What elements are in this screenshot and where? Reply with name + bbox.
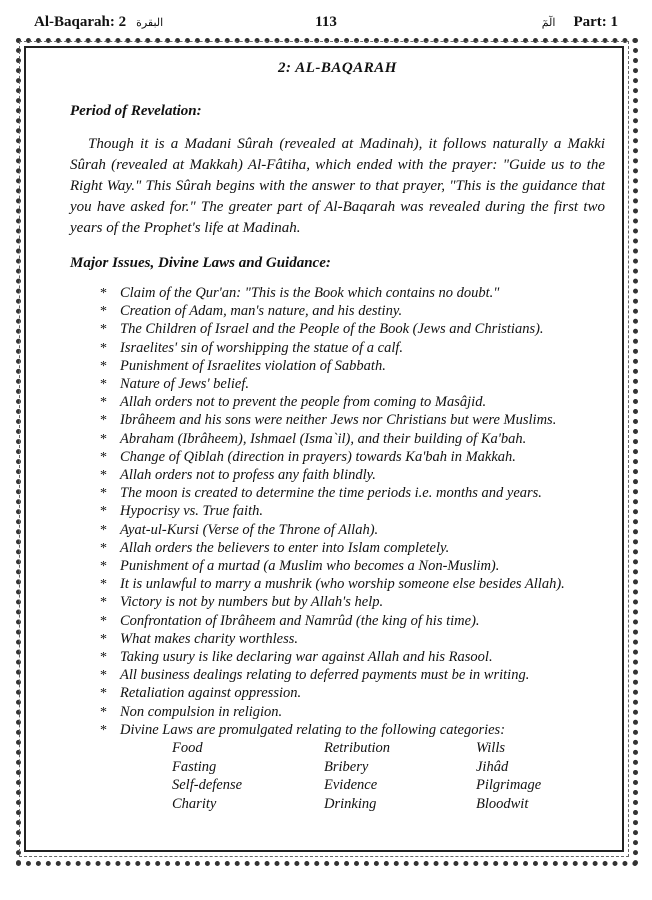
- list-item-text: The Children of Israel and the People of the Book (Jews and Christians).: [120, 321, 544, 338]
- list-item: [70, 521, 605, 539]
- bullet-star: *: [100, 613, 107, 629]
- list-item-text: Allah orders the believers to enter into Islam completely.: [120, 539, 450, 556]
- list-item: [70, 721, 605, 739]
- list-item: [70, 357, 605, 375]
- bullet-star: *: [100, 504, 107, 520]
- list-item: [70, 339, 605, 357]
- category-item: Pilgrimage: [476, 777, 542, 794]
- list-item-text: Divine Laws are promulgated relating to the following categories:: [120, 721, 506, 738]
- list-item-text: Retaliation against oppression.: [120, 685, 302, 702]
- bullet-star: *: [100, 431, 107, 447]
- list-item-text: All business dealings relating to deferred payments must be in writing.: [120, 667, 530, 684]
- list-item-text: Nature of Jews' belief.: [120, 376, 250, 393]
- list-item: [70, 411, 605, 429]
- list-item: [70, 484, 605, 502]
- surah-arabic-name: البقرة: [136, 17, 164, 29]
- list-item: [70, 666, 605, 684]
- list-item-text: What makes charity worthless.: [120, 630, 299, 647]
- list-item: [70, 430, 605, 448]
- revelation-paragraph: Though it is a Madani Sûrah (revealed at Madinah), it follows naturally a Makki Sûrah (revealed at Makkah) Al-Fâtiha, which ended with the prayer: "Guide us to the Right Way." This Sûrah begins with the answer to that prayer, "This is the guidance that you have asked for." The greater part of Al-Baqarah was revealed during the first two years of the Prophet's life at Madinah.: [70, 136, 605, 236]
- bullet-star: *: [100, 540, 107, 556]
- category-item: Drinking: [324, 795, 377, 812]
- page-header: [34, 14, 618, 36]
- category-item: Self-defense: [172, 777, 243, 794]
- header-right: [542, 14, 618, 31]
- category-item: Food: [172, 740, 203, 757]
- category-item: Jihâd: [476, 758, 509, 775]
- list-item-text: Change of Qiblah (direction in prayers) towards Ka'bah in Makkah.: [120, 448, 516, 465]
- bullet-star: *: [100, 340, 107, 356]
- list-item: [70, 393, 605, 411]
- list-item-text: Non compulsion in religion.: [120, 703, 283, 720]
- list-item: [70, 302, 605, 320]
- issues-list: [70, 284, 605, 739]
- list-item-text: Hypocrisy vs. True faith.: [120, 503, 263, 520]
- list-item: [70, 557, 605, 575]
- list-item-text: Allah orders not to prevent the people from coming to Masâjid.: [120, 394, 487, 411]
- issues-heading: Major Issues, Divine Laws and Guidance:: [70, 255, 331, 271]
- bullet-star: *: [100, 686, 107, 702]
- list-item: [70, 502, 605, 520]
- bullet-star: *: [100, 650, 107, 666]
- bullet-star: *: [100, 304, 107, 320]
- list-item-text: Claim of the Qur'an: "This is the Book which contains no doubt.": [120, 285, 500, 301]
- bullet-star: *: [100, 486, 107, 502]
- bullet-star: *: [100, 631, 107, 647]
- bullet-star: *: [100, 358, 107, 374]
- list-item-text: Punishment of Israelites violation of Sabbath.: [120, 357, 386, 374]
- list-item-text: Victory is not by numbers but by Allah's help.: [120, 594, 384, 611]
- list-item: [70, 703, 605, 721]
- list-item-text: Confrontation of Ibrâheem and Namrûd (the king of his time).: [120, 612, 480, 629]
- list-item-text: It is unlawful to marry a mushrik (who worship someone else besides Allah).: [120, 576, 565, 593]
- category-item: Fasting: [172, 758, 217, 775]
- list-item: [70, 375, 605, 393]
- surah-heading: 2: AL-BAQARAH: [278, 60, 397, 76]
- list-item-text: Ayat-ul-Kursi (Verse of the Throne of Allah).: [120, 521, 379, 538]
- category-item: Evidence: [324, 777, 378, 794]
- category-item: Charity: [172, 795, 217, 812]
- bullet-star: *: [100, 468, 107, 484]
- list-item: [70, 448, 605, 466]
- list-item: [70, 466, 605, 484]
- bullet-star: *: [100, 722, 107, 738]
- bullet-star: *: [100, 286, 107, 301]
- bullet-star: *: [100, 559, 107, 575]
- page-content: [70, 58, 605, 813]
- list-item-text: Punishment of a murtad (a Muslim who becomes a Non-Muslim).: [120, 558, 500, 575]
- list-item: [70, 630, 605, 648]
- list-item-text: Allah orders not to profess any faith blindly.: [120, 467, 376, 484]
- category-item: Retribution: [324, 740, 391, 757]
- bullet-star: *: [100, 395, 107, 411]
- bullet-star: *: [100, 577, 107, 593]
- list-item-text: Ibrâheem and his sons were neither Jews nor Christians but were Muslims.: [120, 412, 557, 429]
- list-item: [70, 593, 605, 611]
- category-item: Bloodwit: [476, 795, 529, 812]
- bullet-star: *: [100, 377, 107, 393]
- list-item: [70, 575, 605, 593]
- revelation-heading: Period of Revelation:: [70, 103, 202, 119]
- list-item: [70, 648, 605, 666]
- list-item-text: Israelites' sin of worshipping the statue of a calf.: [120, 339, 404, 356]
- list-item-text: Abraham (Ibrâheem), Ishmael (Isma`il), and their building of Ka'bah.: [120, 430, 527, 447]
- bullet-star: *: [100, 522, 107, 538]
- surah-title: Al-Baqarah: 2: [34, 14, 127, 30]
- part-arabic-name: الٓمٓ: [541, 17, 556, 29]
- bullet-star: *: [100, 595, 107, 611]
- list-item-text: The moon is created to determine the time periods i.e. months and years.: [120, 485, 542, 502]
- categories-grid: [172, 739, 605, 813]
- part-label: Part: 1: [573, 14, 618, 30]
- bullet-star: *: [100, 449, 107, 465]
- bullet-star: *: [100, 704, 107, 720]
- bullet-star: *: [100, 668, 107, 684]
- list-item-text: Creation of Adam, man's nature, and his destiny.: [120, 303, 403, 320]
- bullet-star: *: [100, 322, 107, 338]
- list-item: [70, 539, 605, 557]
- list-item: [70, 612, 605, 630]
- category-item: Bribery: [324, 758, 369, 775]
- list-item-text: Taking usury is like declaring war against Allah and his Rasool.: [120, 649, 493, 666]
- bullet-star: *: [100, 413, 107, 429]
- list-item: [70, 320, 605, 338]
- list-item: [70, 684, 605, 702]
- page-number: 113: [315, 14, 337, 30]
- list-item: [70, 284, 605, 302]
- category-item: Wills: [476, 740, 506, 757]
